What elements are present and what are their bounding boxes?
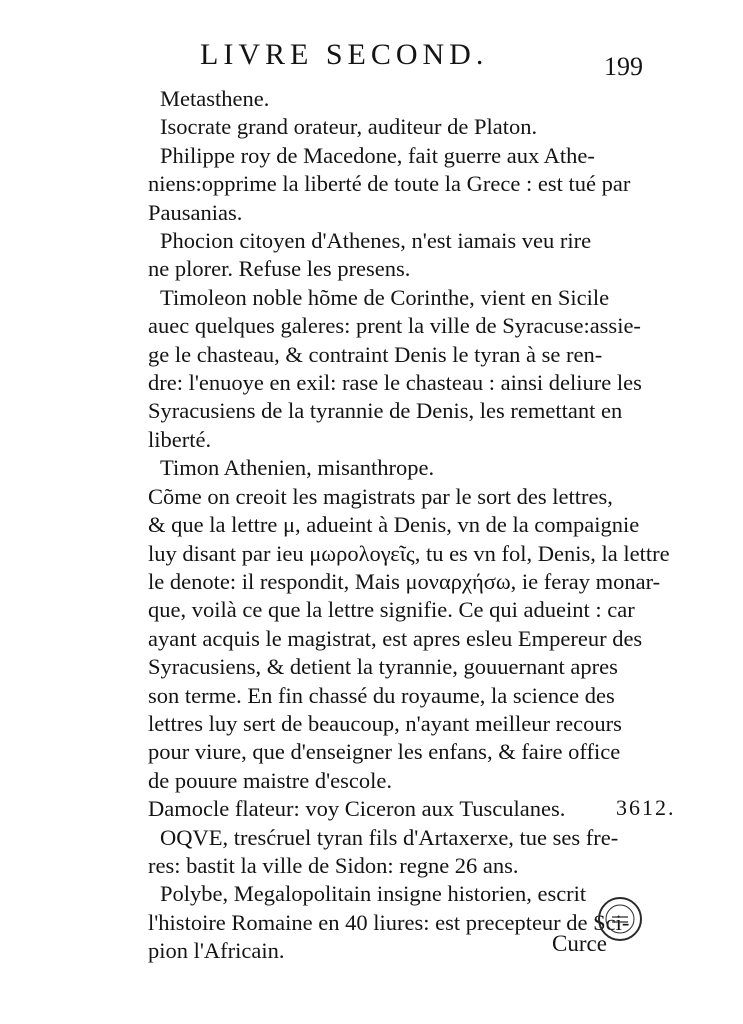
entry-timon <box>148 454 628 482</box>
text-line: l'histoire Romaine en 40 liures: est precepteur de Sci- <box>148 909 630 935</box>
text-line: Pausanias. <box>148 199 243 225</box>
entry-timoleon <box>148 284 642 454</box>
text-line: Metasthene. <box>160 86 270 111</box>
text-line: Syracusiens, & detient la tyrannie, gouuernant apres <box>148 654 618 680</box>
entry-denis-anecdote <box>148 483 670 795</box>
entry-philippe <box>148 142 631 227</box>
text-line: pion l'Africain. <box>148 938 285 964</box>
text-line: luy disant par ieu μωρολογεῖς, tu es vn fol, Denis, la lettre <box>148 540 670 566</box>
text-line: ayant acquis le magistrat, est apres esleu Empereur des <box>148 625 643 651</box>
text-line: OQVE, tresćruel tyran fils d'Artaxerxe, tue ses fre- <box>160 824 619 850</box>
text-line: de pouure maistre d'escole. <box>148 767 392 793</box>
text-line: Damocle flateur: voy Ciceron aux Tusculanes. <box>148 796 566 822</box>
text-line: liberté. <box>148 426 212 452</box>
text-line: que, voilà ce que la lettre signifie. Ce qui adueint : car <box>148 597 635 623</box>
text-line: Cõme on creoit les magistrats par le sort des lettres, <box>148 483 613 509</box>
text-line: pour viure, que d'enseigner les enfans, & faire office <box>148 739 621 765</box>
text-line: ne plorer. Refuse les presens. <box>148 256 411 282</box>
entry-metasthene <box>148 85 628 113</box>
text-line: Timoleon noble hõme de Corinthe, vient en Sicile <box>160 284 610 310</box>
margin-year-note: 3612. <box>616 795 676 820</box>
text-line: Isocrate grand orateur, auditeur de Platon. <box>160 114 538 140</box>
page-number: 199 <box>604 52 643 81</box>
entry-damocle <box>148 795 628 823</box>
text-line: ge le chasteau, & contraint Denis le tyran à se ren- <box>148 341 603 367</box>
text-line: & que la lettre μ, adueint à Denis, vn de la compaignie <box>148 512 640 538</box>
catchword: Curce <box>552 931 607 956</box>
text-line: dre: l'enuoye en exil: rase le chasteau : ainsi deliure les <box>148 370 642 396</box>
text-line: Timon Athenien, misanthrope. <box>160 455 435 481</box>
running-head: LIVRE SECOND. <box>200 38 489 71</box>
text-line: Phocion citoyen d'Athenes, n'est iamais veu rire <box>160 228 592 254</box>
text-line: son terme. En fin chassé du royaume, la science des <box>148 682 615 708</box>
text-line: Philippe roy de Macedone, fait guerre aux Athe- <box>160 142 595 168</box>
text-line: res: bastit la ville de Sidon: regne 26 ans. <box>148 852 519 878</box>
text-line: auec quelques galeres: prent la ville de Syracuse:assie- <box>148 313 641 339</box>
entry-isocrate <box>148 113 628 141</box>
text-line: Polybe, Megalopolitain insigne historien, escrit <box>160 881 587 907</box>
text-line: Syracusiens de la tyrannie de Denis, les remettant en <box>148 398 623 424</box>
text-line: lettres luy sert de beaucoup, n'ayant meilleur recours <box>148 710 622 736</box>
entry-phocion <box>148 227 628 284</box>
entry-oque <box>148 824 628 881</box>
text-line: le denote: il respondit, Mais μοναρχήσω, ie feray monar- <box>148 568 661 594</box>
text-line: niens:opprime la liberté de toute la Grece : est tué par <box>148 171 631 197</box>
